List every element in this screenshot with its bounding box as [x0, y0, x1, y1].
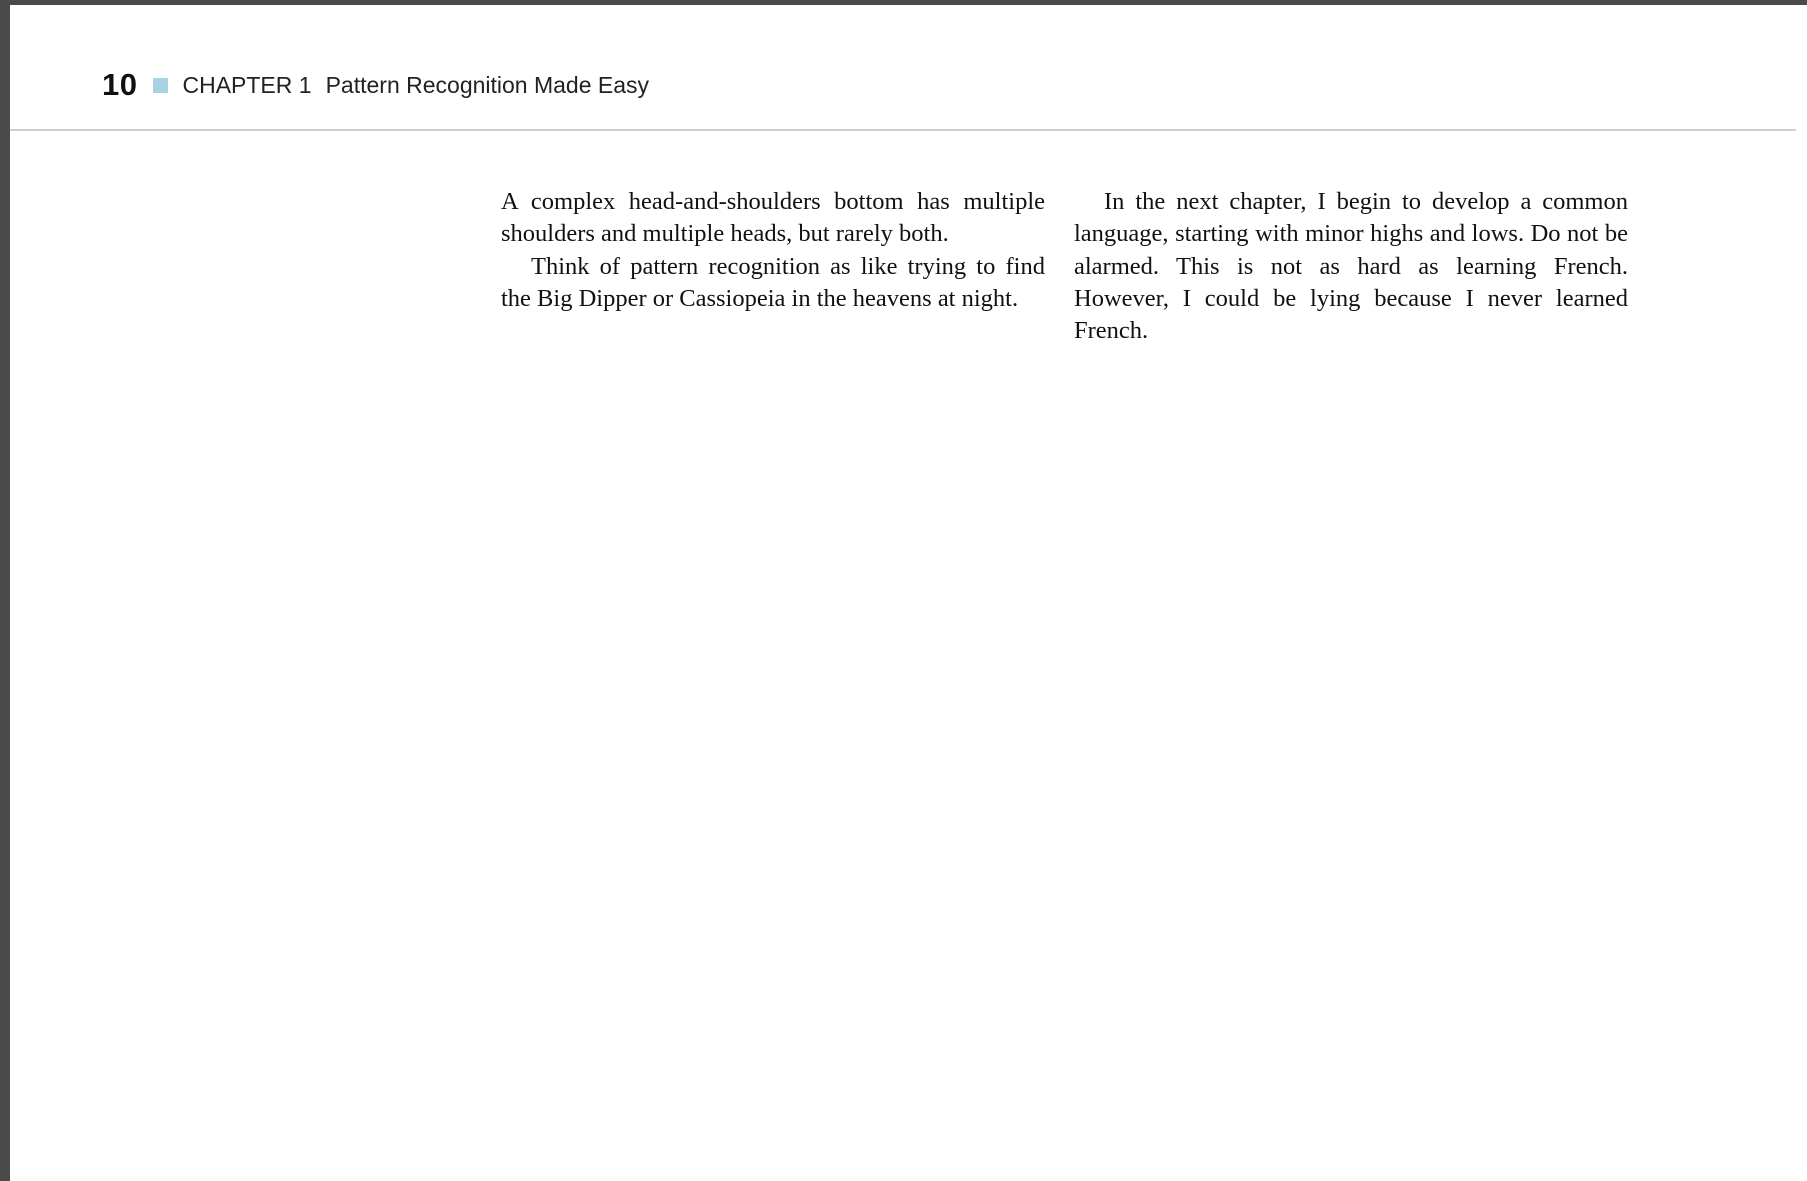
page-edge [1796, 5, 1807, 1181]
chapter-label: CHAPTER 1 [182, 71, 312, 98]
square-marker-icon [153, 78, 168, 93]
header-divider [10, 129, 1796, 131]
text-column-right [1074, 186, 1628, 347]
running-head [102, 65, 649, 105]
page-number: 10 [102, 67, 138, 102]
paragraph: A complex head-and-shoulders bottom has multiple shoulders and multiple heads, but rarely both. [501, 188, 1045, 248]
text-column-left [501, 186, 1045, 315]
paragraph: In the next chapter, I begin to develop a common language, starting with minor highs and lows. Do not be alarmed. This is not as hard as learning French. However, I could be lying because I never learned French. [1074, 188, 1628, 345]
paragraph: Think of pattern recognition as like trying to find the Big Dipper or Cassiopeia in the heavens at night. [501, 252, 1045, 312]
document-page [10, 5, 1796, 1181]
chapter-title: Pattern Recognition Made Easy [325, 71, 650, 98]
